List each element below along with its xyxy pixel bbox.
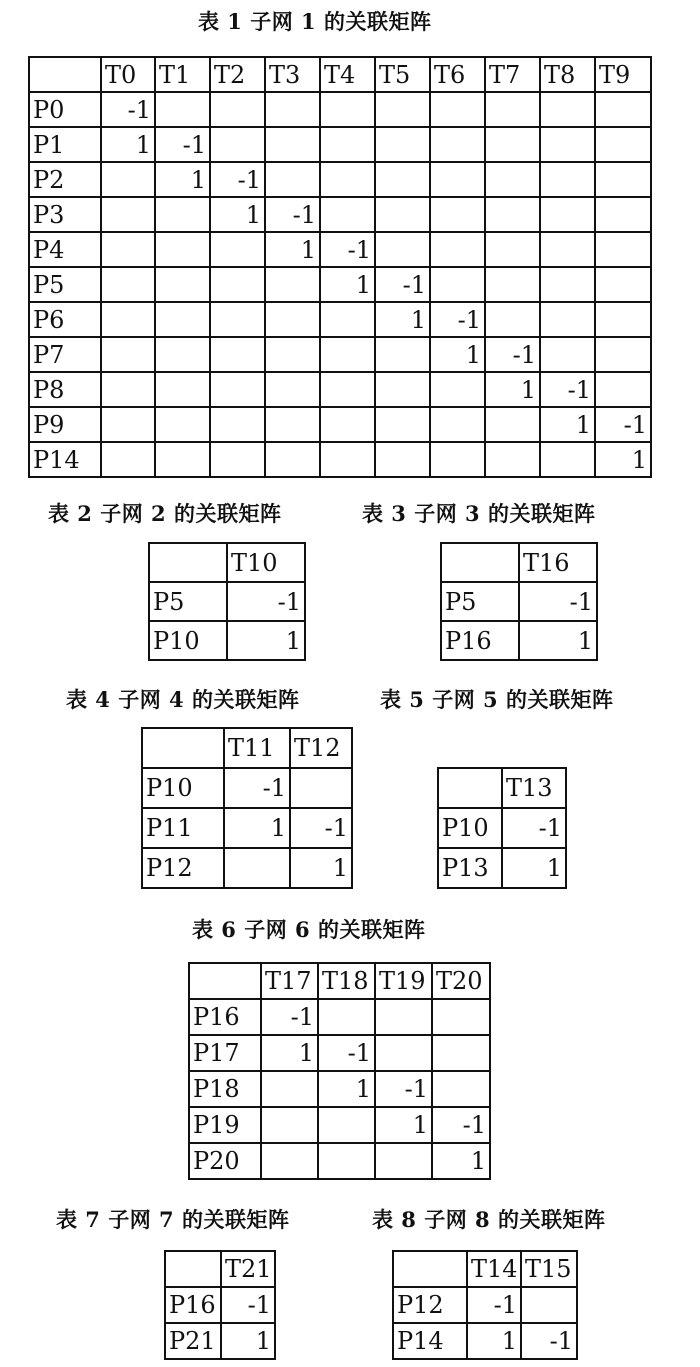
- matrix-cell: [155, 267, 210, 302]
- matrix-cell: [320, 92, 375, 127]
- table-row: [29, 267, 651, 302]
- matrix-cell: [430, 407, 485, 442]
- column-header-t17: T17: [261, 963, 318, 999]
- column-header-t10: T10: [227, 543, 305, 582]
- matrix-cell: [540, 127, 595, 162]
- matrix-cell: -1: [265, 197, 320, 232]
- table-row: [438, 848, 566, 888]
- matrix-cell: 1: [155, 162, 210, 197]
- matrix-cell: -1: [290, 808, 352, 848]
- table-row: [29, 442, 651, 477]
- row-header-p6: P6: [29, 302, 101, 337]
- row-header-p0: P0: [29, 92, 101, 127]
- row-header-p14: P14: [393, 1323, 467, 1359]
- incidence-matrix-table-1: [28, 56, 652, 478]
- matrix-cell: [224, 848, 290, 888]
- incidence-matrix-table-6: [188, 962, 491, 1180]
- table-row: [189, 1071, 490, 1107]
- matrix-cell: [595, 197, 651, 232]
- matrix-cell: -1: [318, 1035, 375, 1071]
- matrix-cell: -1: [155, 127, 210, 162]
- matrix-cell: -1: [320, 232, 375, 267]
- matrix-cell: [540, 337, 595, 372]
- matrix-cell: [485, 197, 540, 232]
- corner-cell: [165, 1251, 221, 1287]
- matrix-cell: 1: [265, 232, 320, 267]
- matrix-cell: [101, 302, 155, 337]
- matrix-cell: [485, 92, 540, 127]
- corner-cell: [441, 543, 519, 582]
- matrix-cell: [101, 407, 155, 442]
- matrix-cell: [595, 232, 651, 267]
- matrix-cell: 1: [375, 1107, 432, 1143]
- matrix-cell: -1: [261, 999, 318, 1035]
- matrix-cell: -1: [540, 372, 595, 407]
- matrix-cell: [101, 197, 155, 232]
- matrix-cell: [375, 407, 430, 442]
- row-header-p14: P14: [29, 442, 101, 477]
- matrix-cell: [432, 999, 490, 1035]
- table-row: [393, 1287, 577, 1323]
- matrix-cell: -1: [519, 582, 597, 621]
- matrix-cell: [101, 232, 155, 267]
- table-row: [29, 232, 651, 267]
- table-header-row: [142, 728, 352, 768]
- column-header-t13: T13: [502, 768, 566, 808]
- matrix-cell: [210, 232, 265, 267]
- matrix-cell: 1: [595, 442, 651, 477]
- matrix-cell: [485, 127, 540, 162]
- matrix-cell: [595, 267, 651, 302]
- column-header-t19: T19: [375, 963, 432, 999]
- table-row: [165, 1323, 275, 1359]
- matrix-cell: [210, 92, 265, 127]
- corner-cell: [29, 57, 101, 92]
- table-2-caption: 表 2 子网 2 的关联矩阵: [48, 501, 282, 526]
- table-header-row: [438, 768, 566, 808]
- column-header-t5: T5: [375, 57, 430, 92]
- matrix-cell: [101, 337, 155, 372]
- column-header-t7: T7: [485, 57, 540, 92]
- table-row: [29, 197, 651, 232]
- matrix-cell: [155, 407, 210, 442]
- matrix-cell: [261, 1143, 318, 1179]
- row-header-p9: P9: [29, 407, 101, 442]
- matrix-cell: [210, 407, 265, 442]
- matrix-cell: [595, 337, 651, 372]
- matrix-cell: [265, 442, 320, 477]
- matrix-cell: -1: [375, 267, 430, 302]
- matrix-cell: [210, 442, 265, 477]
- matrix-cell: -1: [101, 92, 155, 127]
- matrix-cell: -1: [521, 1323, 577, 1359]
- matrix-cell: [265, 92, 320, 127]
- matrix-cell: [101, 267, 155, 302]
- table-5-caption: 表 5 子网 5 的关联矩阵: [380, 687, 614, 712]
- matrix-cell: [101, 162, 155, 197]
- row-header-p13: P13: [438, 848, 502, 888]
- matrix-cell: 1: [101, 127, 155, 162]
- matrix-cell: -1: [224, 768, 290, 808]
- incidence-matrix-table-7: [164, 1250, 276, 1360]
- corner-cell: [189, 963, 261, 999]
- column-header-t0: T0: [101, 57, 155, 92]
- matrix-cell: [430, 197, 485, 232]
- column-header-t21: T21: [221, 1251, 275, 1287]
- matrix-cell: [375, 999, 432, 1035]
- matrix-cell: [320, 302, 375, 337]
- corner-cell: [438, 768, 502, 808]
- column-header-t1: T1: [155, 57, 210, 92]
- table-row: [142, 768, 352, 808]
- matrix-cell: 1: [261, 1035, 318, 1071]
- column-header-t4: T4: [320, 57, 375, 92]
- matrix-cell: [375, 92, 430, 127]
- row-header-p2: P2: [29, 162, 101, 197]
- matrix-cell: [432, 1035, 490, 1071]
- matrix-cell: 1: [290, 848, 352, 888]
- matrix-cell: [265, 127, 320, 162]
- matrix-cell: [210, 337, 265, 372]
- matrix-cell: 1: [318, 1071, 375, 1107]
- matrix-cell: 1: [224, 808, 290, 848]
- matrix-cell: [265, 162, 320, 197]
- row-header-p3: P3: [29, 197, 101, 232]
- matrix-cell: 1: [221, 1323, 275, 1359]
- row-header-p1: P1: [29, 127, 101, 162]
- table-row: [29, 407, 651, 442]
- column-header-t16: T16: [519, 543, 597, 582]
- table-row: [149, 621, 305, 660]
- table-row: [189, 1035, 490, 1071]
- column-header-t3: T3: [265, 57, 320, 92]
- table-row: [438, 808, 566, 848]
- matrix-cell: 1: [320, 267, 375, 302]
- matrix-cell: [595, 127, 651, 162]
- matrix-cell: [265, 302, 320, 337]
- matrix-cell: [155, 337, 210, 372]
- matrix-cell: [540, 232, 595, 267]
- matrix-cell: 1: [375, 302, 430, 337]
- matrix-cell: [320, 372, 375, 407]
- row-header-p18: P18: [189, 1071, 261, 1107]
- matrix-cell: [485, 232, 540, 267]
- matrix-cell: [430, 92, 485, 127]
- matrix-cell: [265, 407, 320, 442]
- table-header-row: [149, 543, 305, 582]
- row-header-p17: P17: [189, 1035, 261, 1071]
- row-header-p5: P5: [149, 582, 227, 621]
- incidence-matrix-table-2: [148, 542, 306, 661]
- matrix-cell: [155, 197, 210, 232]
- matrix-cell: [430, 442, 485, 477]
- matrix-cell: [485, 162, 540, 197]
- matrix-cell: [320, 162, 375, 197]
- matrix-cell: [318, 1107, 375, 1143]
- matrix-cell: [430, 127, 485, 162]
- incidence-matrix-table-5: [437, 767, 567, 889]
- matrix-cell: [430, 232, 485, 267]
- matrix-cell: [595, 92, 651, 127]
- matrix-cell: [521, 1287, 577, 1323]
- column-header-t15: T15: [521, 1251, 577, 1287]
- matrix-cell: 1: [540, 407, 595, 442]
- matrix-cell: [595, 162, 651, 197]
- incidence-matrix-table-3: [440, 542, 598, 661]
- row-header-p12: P12: [142, 848, 224, 888]
- matrix-cell: [261, 1071, 318, 1107]
- matrix-cell: -1: [210, 162, 265, 197]
- matrix-cell: 1: [210, 197, 265, 232]
- matrix-cell: [375, 1143, 432, 1179]
- matrix-cell: -1: [485, 337, 540, 372]
- column-header-t12: T12: [290, 728, 352, 768]
- row-header-p5: P5: [441, 582, 519, 621]
- matrix-cell: [320, 197, 375, 232]
- table-row: [29, 127, 651, 162]
- row-header-p20: P20: [189, 1143, 261, 1179]
- matrix-cell: [290, 768, 352, 808]
- table-4-caption: 表 4 子网 4 的关联矩阵: [66, 687, 300, 712]
- matrix-cell: 1: [502, 848, 566, 888]
- matrix-cell: [485, 407, 540, 442]
- matrix-cell: [375, 197, 430, 232]
- matrix-cell: [430, 372, 485, 407]
- table-row: [149, 582, 305, 621]
- corner-cell: [142, 728, 224, 768]
- table-header-row: [441, 543, 597, 582]
- matrix-cell: [210, 302, 265, 337]
- matrix-cell: [320, 407, 375, 442]
- matrix-cell: [320, 442, 375, 477]
- matrix-cell: [101, 442, 155, 477]
- matrix-cell: [320, 337, 375, 372]
- matrix-cell: [375, 337, 430, 372]
- row-header-p10: P10: [438, 808, 502, 848]
- table-row: [29, 162, 651, 197]
- table-row: [29, 372, 651, 407]
- matrix-cell: -1: [502, 808, 566, 848]
- matrix-cell: [375, 1035, 432, 1071]
- matrix-cell: [540, 162, 595, 197]
- column-header-t2: T2: [210, 57, 265, 92]
- matrix-cell: [432, 1071, 490, 1107]
- matrix-cell: -1: [595, 407, 651, 442]
- table-row: [142, 848, 352, 888]
- matrix-cell: -1: [430, 302, 485, 337]
- table-row: [142, 808, 352, 848]
- incidence-matrix-table-8: [392, 1250, 578, 1360]
- matrix-cell: [155, 302, 210, 337]
- row-header-p5: P5: [29, 267, 101, 302]
- column-header-t14: T14: [467, 1251, 521, 1287]
- table-row: [393, 1323, 577, 1359]
- table-row: [189, 1107, 490, 1143]
- matrix-cell: -1: [467, 1287, 521, 1323]
- column-header-t11: T11: [224, 728, 290, 768]
- matrix-cell: -1: [227, 582, 305, 621]
- matrix-cell: 1: [430, 337, 485, 372]
- matrix-cell: [318, 999, 375, 1035]
- matrix-cell: [265, 337, 320, 372]
- matrix-cell: [485, 302, 540, 337]
- table-header-row: [393, 1251, 577, 1287]
- matrix-cell: [318, 1143, 375, 1179]
- table-1-caption: 表 1 子网 1 的关联矩阵: [198, 9, 432, 34]
- matrix-cell: [265, 267, 320, 302]
- matrix-cell: -1: [432, 1107, 490, 1143]
- row-header-p16: P16: [189, 999, 261, 1035]
- matrix-cell: 1: [432, 1143, 490, 1179]
- corner-cell: [149, 543, 227, 582]
- matrix-cell: [540, 442, 595, 477]
- table-header-row: [29, 57, 651, 92]
- corner-cell: [393, 1251, 467, 1287]
- table-row: [189, 999, 490, 1035]
- matrix-cell: [265, 372, 320, 407]
- matrix-cell: [540, 92, 595, 127]
- matrix-cell: [375, 127, 430, 162]
- row-header-p4: P4: [29, 232, 101, 267]
- table-header-row: [165, 1251, 275, 1287]
- matrix-cell: [375, 372, 430, 407]
- matrix-cell: [320, 127, 375, 162]
- matrix-cell: [155, 372, 210, 407]
- column-header-t8: T8: [540, 57, 595, 92]
- matrix-cell: [485, 442, 540, 477]
- column-header-t18: T18: [318, 963, 375, 999]
- matrix-cell: [595, 302, 651, 337]
- table-row: [189, 1143, 490, 1179]
- matrix-cell: [210, 267, 265, 302]
- incidence-matrix-table-4: [141, 727, 353, 889]
- matrix-cell: [155, 232, 210, 267]
- matrix-cell: [595, 372, 651, 407]
- matrix-cell: [540, 302, 595, 337]
- table-row: [441, 621, 597, 660]
- matrix-cell: [155, 442, 210, 477]
- table-7-caption: 表 7 子网 7 的关联矩阵: [56, 1207, 290, 1232]
- matrix-cell: [210, 127, 265, 162]
- matrix-cell: 1: [467, 1323, 521, 1359]
- table-6-caption: 表 6 子网 6 的关联矩阵: [192, 917, 426, 942]
- matrix-cell: [155, 92, 210, 127]
- row-header-p7: P7: [29, 337, 101, 372]
- matrix-cell: [261, 1107, 318, 1143]
- row-header-p8: P8: [29, 372, 101, 407]
- row-header-p11: P11: [142, 808, 224, 848]
- row-header-p10: P10: [149, 621, 227, 660]
- matrix-cell: [101, 372, 155, 407]
- table-row: [29, 92, 651, 127]
- matrix-cell: -1: [375, 1071, 432, 1107]
- row-header-p19: P19: [189, 1107, 261, 1143]
- matrix-cell: [540, 197, 595, 232]
- row-header-p21: P21: [165, 1323, 221, 1359]
- table-row: [29, 337, 651, 372]
- matrix-cell: -1: [221, 1287, 275, 1323]
- matrix-cell: [485, 267, 540, 302]
- matrix-cell: [210, 372, 265, 407]
- row-header-p12: P12: [393, 1287, 467, 1323]
- matrix-cell: [375, 162, 430, 197]
- column-header-t20: T20: [432, 963, 490, 999]
- column-header-t9: T9: [595, 57, 651, 92]
- table-row: [165, 1287, 275, 1323]
- matrix-cell: [375, 442, 430, 477]
- matrix-cell: 1: [485, 372, 540, 407]
- row-header-p16: P16: [441, 621, 519, 660]
- table-8-caption: 表 8 子网 8 的关联矩阵: [372, 1207, 606, 1232]
- row-header-p10: P10: [142, 768, 224, 808]
- matrix-cell: 1: [227, 621, 305, 660]
- matrix-cell: [375, 232, 430, 267]
- matrix-cell: 1: [519, 621, 597, 660]
- table-row: [29, 302, 651, 337]
- table-header-row: [189, 963, 490, 999]
- column-header-t6: T6: [430, 57, 485, 92]
- matrix-cell: [430, 162, 485, 197]
- table-3-caption: 表 3 子网 3 的关联矩阵: [362, 501, 596, 526]
- row-header-p16: P16: [165, 1287, 221, 1323]
- matrix-cell: [430, 267, 485, 302]
- table-row: [441, 582, 597, 621]
- matrix-cell: [540, 267, 595, 302]
